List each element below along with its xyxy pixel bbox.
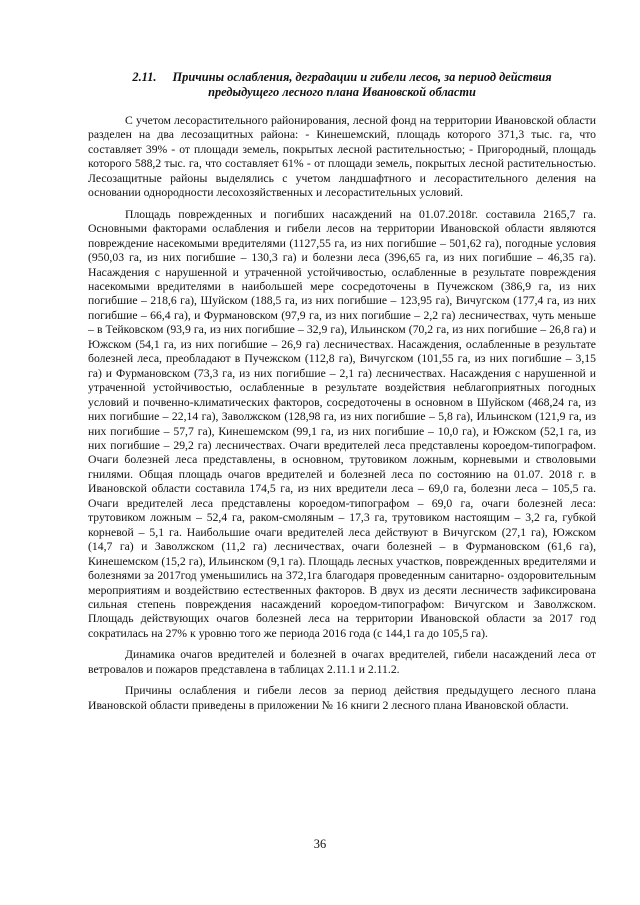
section-heading [88, 70, 596, 100]
section-title-line-2: предыдущего лесного плана Ивановской области [208, 85, 476, 99]
section-title-line-1: Причины ослабления, деградации и гибели лесов, за период действия [172, 70, 552, 84]
paragraph-damaged-stands: Площадь поврежденных и погибших насаждений на 01.07.2018г. составила 2165,7 га. Основными факторами ослабления и гибели лесов на территории Ивановской области являются повреждение насекомыми вредителями (1127,55 га, из них погибшие – 501,62 га), погодные условия (950,03 га, из них погибшие – 130,3 га) и болезни леса (396,65 га, из них погибшие – 46,35 га). Насаждения с нарушенной и утраченной устойчивостью, ослабленные в результате повреждения насекомыми вредителями в наибольшей мере сосредоточены в Пучежском (386,9 га, из них погибшие – 218,6 га), Шуйском (188,5 га, из них погибшие – 123,95 га), Вичугском (177,4 га, из них погибшие – 66,4 га), и Фурмановском (97,9 га, из них погибшие – 2,2 га) лесничествах, чуть меньше – в Тейковском (93,9 га, из них погибшие – 32,9 га), Ильинском (70,2 га, из них погибшие – 26,8 га) и Южском (54,1 га, из них погибшие – 26,9 га) лесничествах. Насаждения, ослабленные в результате болезней леса, преобладают в Пучежском (112,8 га), Вичугском (101,55 га, из них погибшие – 3,15 га) и Фурмановском (73,3 га, из них погибшие – 2,1 га) лесничествах. Насаждения с нарушенной и утраченной устойчивостью, ослабленные в результате воздействия неблагоприятных погодных условий и почвенно-климатических факторов, сосредоточены в основном в Шуйском (468,24 га, из них погибшие – 22,14 га), Заволжском (128,98 га, из них погибшие – 5,8 га), Ильинском (121,9 га, из них погибшие – 57,7 га), Кинешемском (99,1 га, из них погибшие – 10,0 га), и Южском (52,1 га, из них погибшие – 29,2 га) лесничествах. Очаги вредителей леса представлены короедом-типографом. Очаги болезней леса представлены, в основном, трутовиком ложным, корневыми и стволовыми гнилями. Общая площадь очагов вредителей и болезней леса по состоянию на 01.07. 2018 г. в Ивановской области составила 174,5 га, из них вредители леса – 69,0 га, болезни леса – 105,5 га. Очаги вредителей леса представлены короедом-типографом – 69,0 га, очаги болезней леса: трутовиком ложным – 52,4 га, раком-смоляным – 17,3 га, трутовиком настоящим – 3,2 га, губкой корневой – 5,1 га. Наибольшие очаги вредителей леса действуют в Вичугском (27,1 га), Южском (14,7 га) и Заволжском (11,2 га) лесничествах, очаги болезней – в Фурмановском (61,6 га), Кинешемском (15,2 га), Ильинском (9,1 га). Площадь лесных участков, поврежденных вредителями и болезнями за 2017год уменьшились на 372,1га благодаря проведенным санитарно- оздоровительным мероприятиям и воздействию естественных факторов. В двух из десяти лесничеств зафиксирована сильная степень повреждения насаждений короедом-типографом: Вичугском и Заволжском. Площадь действующих очагов болезней леса на территории Ивановской области за 2017 год сократилась на 27% к уровню того же периода 2016 года (с 144,1 га до 105,5 га). [88, 207, 596, 640]
paragraph-appendix-reference: Причины ослабления и гибели лесов за период действия предыдущего лесного плана Ивановской области приведены в приложении № 16 книги 2 лесного плана Ивановской области. [88, 684, 596, 712]
paragraph-dynamics: Динамика очагов вредителей и болезней в очагах вредителей, гибели насаждений леса от ветровалов и пожаров представлена в таблицах 2.11.1 и 2.11.2. [88, 648, 596, 676]
page-number: 36 [313, 837, 327, 851]
section-heading-line-1 [88, 70, 596, 85]
section-number: 2.11. [132, 70, 157, 84]
document-page [88, 70, 596, 713]
paragraph-protection-zones: С учетом лесорастительного районирования, лесной фонд на территории Ивановской области разделен на два лесозащитных района: - Кинешемский, площадь которого 371,3 тыс. га, что составляет 39% - от площади земель, покрытых лесной растительностью; - Пригородный, площадь которого 588,2 тыс. га, что составляет 61% - от площади земель, покрытых лесной растительностью. Лесозащитные районы выделялись с учетом ландшафтного и лесорастительного деления на основании однородности лесохозяйственных и лесорастительных условий. [88, 114, 596, 200]
